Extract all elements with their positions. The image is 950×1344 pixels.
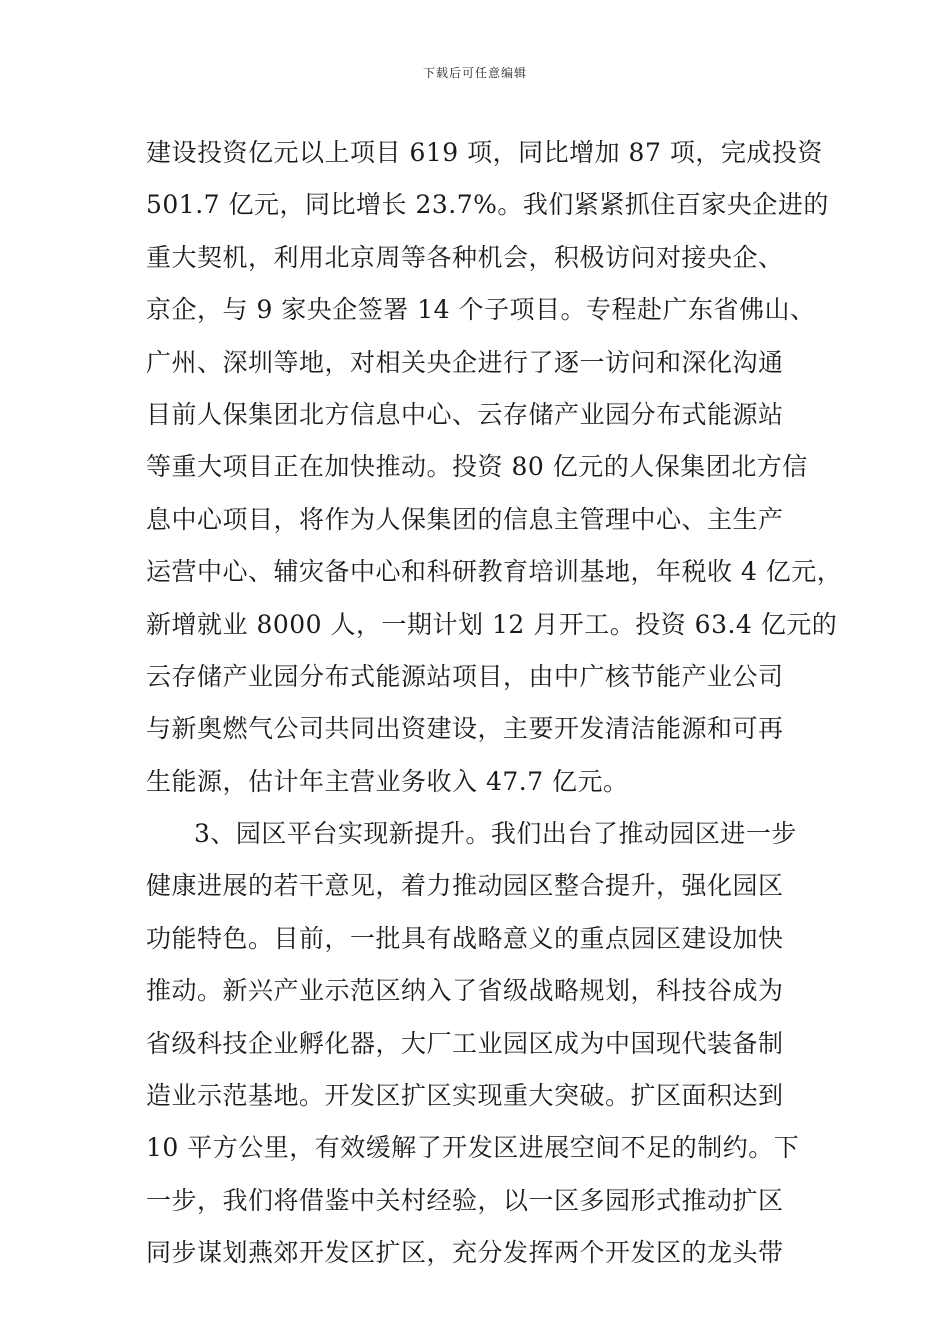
page-header: 下载后可任意编辑 bbox=[422, 66, 527, 80]
text-line: 等重大项目正在加快推动。投资 80 亿元的人保集团北方信 bbox=[146, 452, 808, 482]
text-line: 10 平方公里，有效缓解了开发区进展空间不足的制约。下 bbox=[146, 1133, 800, 1163]
text-line: 生能源，估计年主营业务收入 47.7 亿元。 bbox=[146, 766, 629, 796]
text-line: 息中心项目，将作为人保集团的信息主管理中心、主生产 bbox=[146, 504, 784, 534]
text-line: 京企，与 9 家央企签署 14 个子项目。专程赴广东省佛山、 bbox=[146, 295, 816, 325]
text-line: 推动。新兴产业示范区纳入了省级战略规划，科技谷成为 bbox=[146, 976, 784, 1006]
text-line: 功能特色。目前，一批具有战略意义的重点园区建设加快 bbox=[146, 923, 784, 953]
text-line: 与新奥燃气公司共同出资建设，主要开发清洁能源和可再 bbox=[146, 714, 784, 744]
text-line: 造业示范基地。开发区扩区实现重大突破。扩区面积达到 bbox=[146, 1081, 784, 1111]
text-line: 运营中心、辅灾备中心和科研教育培训基地，年税收 4 亿元， bbox=[146, 557, 843, 587]
text-line: 建设投资亿元以上项目 619 项，同比增加 87 项，完成投资 bbox=[146, 138, 823, 167]
text-line: 广州、深圳等地，对相关央企进行了逐一访问和深化沟通 bbox=[146, 347, 784, 377]
text-line: 一步，我们将借鉴中关村经验，以一区多园形式推动扩区 bbox=[146, 1185, 784, 1215]
text-line: 501.7 亿元，同比增长 23.7%。我们紧紧抓住百家央企进的 bbox=[146, 190, 829, 220]
text-line: 重大契机，利用北京周等各种机会，积极访问对接央企、 bbox=[146, 242, 784, 272]
text-line: 新增就业 8000 人，一期计划 12 月开工。投资 63.4 亿元的 bbox=[146, 609, 838, 639]
text-line: 省级科技企业孵化器，大厂工业园区成为中国现代装备制 bbox=[146, 1028, 784, 1058]
text-line: 同步谋划燕郊开发区扩区，充分发挥两个开发区的龙头带 bbox=[146, 1238, 784, 1268]
text-line: 目前人保集团北方信息中心、云存储产业园分布式能源站 bbox=[146, 399, 784, 429]
text-line: 云存储产业园分布式能源站项目，由中广核节能产业公司 bbox=[146, 661, 784, 691]
body-text bbox=[146, 127, 843, 1280]
text-line: 健康进展的若干意见，着力推动园区整合提升，强化园区 bbox=[146, 871, 784, 901]
paragraph-start-line: 3、园区平台实现新提升。我们出台了推动园区进一步 bbox=[194, 819, 797, 849]
